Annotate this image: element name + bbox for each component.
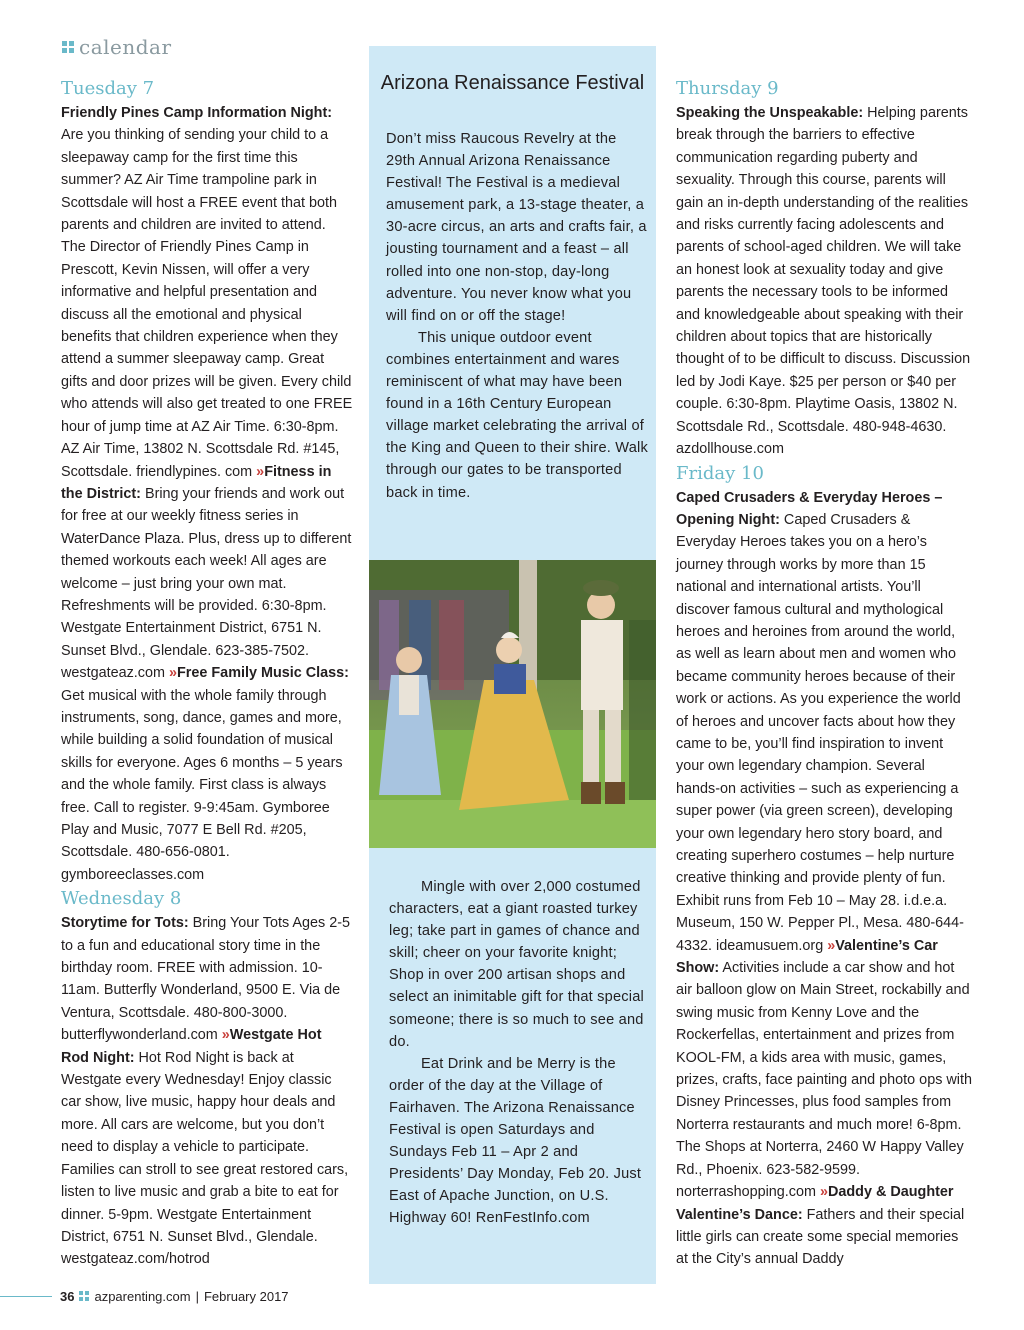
event-title: Friendly Pines Camp Information Night: bbox=[61, 105, 333, 121]
event-title: Valentine’s Car Show: bbox=[676, 937, 938, 977]
festival-photo-illustration bbox=[369, 560, 656, 848]
event-title: Storytime for Tots: bbox=[61, 915, 189, 932]
event-title: Speaking the Unspeakable: bbox=[676, 105, 864, 121]
day-heading-thursday: Thursday 9 bbox=[676, 78, 779, 99]
footer-issue: February 2017 bbox=[203, 1288, 289, 1304]
day-heading-friday: Friday 10 bbox=[676, 462, 764, 484]
thursday-events bbox=[676, 102, 972, 461]
sidebar-text-top bbox=[386, 128, 648, 504]
event-text: Fathers and their special little girls can create some special memories at the City’s annual Daddy bbox=[676, 1206, 965, 1268]
wednesday-events bbox=[61, 912, 353, 1271]
tuesday-events bbox=[61, 102, 353, 886]
grid-dots-icon bbox=[79, 1291, 89, 1301]
footer-site: azparenting.com bbox=[94, 1288, 191, 1304]
event-title: Caped Crusaders & Everyday Heroes – Opening Night: bbox=[676, 489, 943, 528]
arrow-separator: » bbox=[256, 463, 265, 480]
friday-events bbox=[676, 487, 972, 1271]
event-title: Free Family Music Class: bbox=[177, 665, 349, 682]
event-text: Bring your friends and work out for free at our weekly fitness series in WaterDance Plaza. Plus, dress up to different themed workouts each week! All ages are welcome – just bring your own mat. Refreshments will be provided. 6:30-8pm. Westgate Entertainment District, 6751 N. Sunset Blvd., Glendale. 623-385-7502. westgateaz.com bbox=[61, 485, 352, 682]
event-text: Hot Rod Night is back at Westgate every Wednesday! Enjoy classic car show, live music, happy hour deals and more. All cars are welcome, but you don’t need to display a vehicle to participate. Families can stroll to see great restored cars, listen to live music and grab a bite to eat for dinner. 5-9pm. Westgate Entertainment District, 6751 N. Sunset Blvd., Glendale. westgateaz.com/hotrod bbox=[61, 1049, 349, 1268]
grid-dots-icon bbox=[62, 41, 74, 53]
sidebar-paragraph: Don’t miss Raucous Revelry at the 29th Annual Arizona Renaissance Festival! The Festival is a medieval amusement park, a 13-stage theater, a 30-acre circus, an arts and crafts fair, a jousting tournament and a feast – all rolled into one non-stop, day-long adventure. You never know what you will find on or off the stage! bbox=[386, 131, 647, 324]
event-text: Get musical with the whole family through instruments, song, dance, games and more, while building a solid foundation of musical skills for everyone. Ages 6 months – 5 years and the whole family. First class is always free. Call to register. 9-9:45am. Gymboree Play and Music, 7077 E Bell Rd. #205, Scottsdale. 480-656-0801. gymboreeclasses.com bbox=[61, 687, 343, 883]
day-heading-wednesday: Wednesday 8 bbox=[61, 888, 182, 910]
event-title: Daddy & Daughter Valentine’s Dance: bbox=[676, 1184, 954, 1223]
event-text: Helping parents break through the barriers to effective communication regarding puberty and sexuality. Through this course, parents will gain an in-depth understanding of the realities and risks currently facing adolescents and parents of school-aged children. We will take an honest look at sexuality today and give parents the necessary tools to be informed and knowledgeable about speaking with their children about topics that are historically thought of to be difficult to discuss. Discussion led by Jodi Kaye. $25 per person or $40 per couple. 6:30-8pm. Playtime Oasis, 13802 N. Scottsdale Rd., Scottsdale. 480-948-4630. azdollhouse.com bbox=[676, 105, 971, 458]
arrow-separator: » bbox=[827, 937, 836, 954]
day-heading-tuesday: Tuesday 7 bbox=[61, 78, 155, 99]
left-column bbox=[61, 76, 353, 1271]
event-text: Bring Your Tots Ages 2-5 to a fun and educational story time in the birthday room. FREE with admission. 10-11am. Butterfly Wonderland, 9500 E. Via de Ventura, Scottsdale. 480-800-3000. butterflywonderland.com bbox=[61, 915, 350, 1044]
right-column bbox=[676, 76, 972, 1271]
arrow-separator: » bbox=[221, 1027, 230, 1044]
event-text: Activities include a car show and hot air balloon glow on Main Street, rockabilly and swing music from Kenny Love and the Rockerfellas, entertainment and prizes from KOOL-FM, a kids area with music, games, prizes, crafts, face painting and photo ops with Disney Princesses, plus food samples from Norterra restaurants and much more! 6-8pm. The Shops at Norterra, 2460 W Happy Valley Rd., Phoenix. 623-582-9599. norterrashopping.com bbox=[676, 960, 972, 1201]
event-title: Westgate Hot Rod Night: bbox=[61, 1027, 322, 1066]
sidebar-title: Arizona Renaissance Festival bbox=[380, 72, 645, 94]
footer-separator: | bbox=[195, 1288, 199, 1304]
sidebar-paragraph: Eat Drink and be Merry is the order of the day at the Village of Fairhaven. The Arizona Renaissance Festival is open Saturdays and Sundays Feb 11 – Apr 2 and Presidents’ Day Monday, Feb 20. Just East of Apache Junction, on U.S. Highway 60! RenFestInfo.com bbox=[389, 1055, 642, 1227]
page-footer bbox=[0, 1286, 289, 1306]
footer-rule bbox=[0, 1296, 52, 1297]
event-title: Fitness in the District: bbox=[61, 463, 332, 502]
sidebar-paragraph: Mingle with over 2,000 costumed characters, eat a giant roasted turkey leg; take part in games of chance and skill; cheer on your favorite knight; Shop in over 200 artisan shops and select an inimitable gift for that special someone; there is so much to see and do. bbox=[389, 879, 644, 1050]
page-number: 36 bbox=[60, 1288, 75, 1304]
arrow-separator: » bbox=[168, 665, 177, 682]
sidebar-text-bottom bbox=[389, 876, 651, 1230]
calendar-header bbox=[62, 36, 172, 58]
section-title: calendar bbox=[79, 35, 172, 59]
festival-photo bbox=[369, 560, 656, 848]
renaissance-festival-sidebar bbox=[369, 46, 656, 1284]
event-text: Are you thinking of sending your child to a sleepaway camp for the first time this summer? AZ Air Time trampoline park in Scottsdale will host a FREE event that both parents and children are invited to attend. The Director of Friendly Pines Camp in Prescott, Kevin Nissen, will offer a very informative and helpful presentation and discuss all the emotional and physical benefits that children experience when they attend a summer sleepaway camp. Great gifts and door prizes will be given. Every child who attends will also get treated to one FREE hour of jump time at AZ Air Time. 6:30-8pm. AZ Air Time, 13802 N. Scottsdale Rd. #145, Scottsdale. friendlypines. com bbox=[61, 127, 353, 480]
sidebar-paragraph: This unique outdoor event combines entertainment and wares reminiscent of what may have been found in a 16th Century European village market celebrating the arrival of the King and Queen to their shire. Walk through our gates to be transported back in time. bbox=[386, 329, 648, 501]
arrow-separator: » bbox=[819, 1184, 828, 1201]
event-text: Caped Crusaders & Everyday Heroes takes you on a hero’s journey through works by more than 15 national and international artists. You’ll discover famous cultural and mythological heroes and heroines from around the world, as well as learn about men and women who became community heroes because of their work or actions. As you experience the world of heroes and uncover facts about how they came to be, you’ll find inspiration to invent your own legendary champion. Several hands-on activities – such as experiencing a super power (via green screen), developing your own legendary hero story board, and creating superhero costumes – help nurture creative thinking and provide plenty of fun. Exhibit runs from Feb 10 – May 28. i.d.e.a. Museum, 150 W. Pepper Pl., Mesa. 480-644-4332. ideamusuem.org bbox=[676, 511, 964, 954]
